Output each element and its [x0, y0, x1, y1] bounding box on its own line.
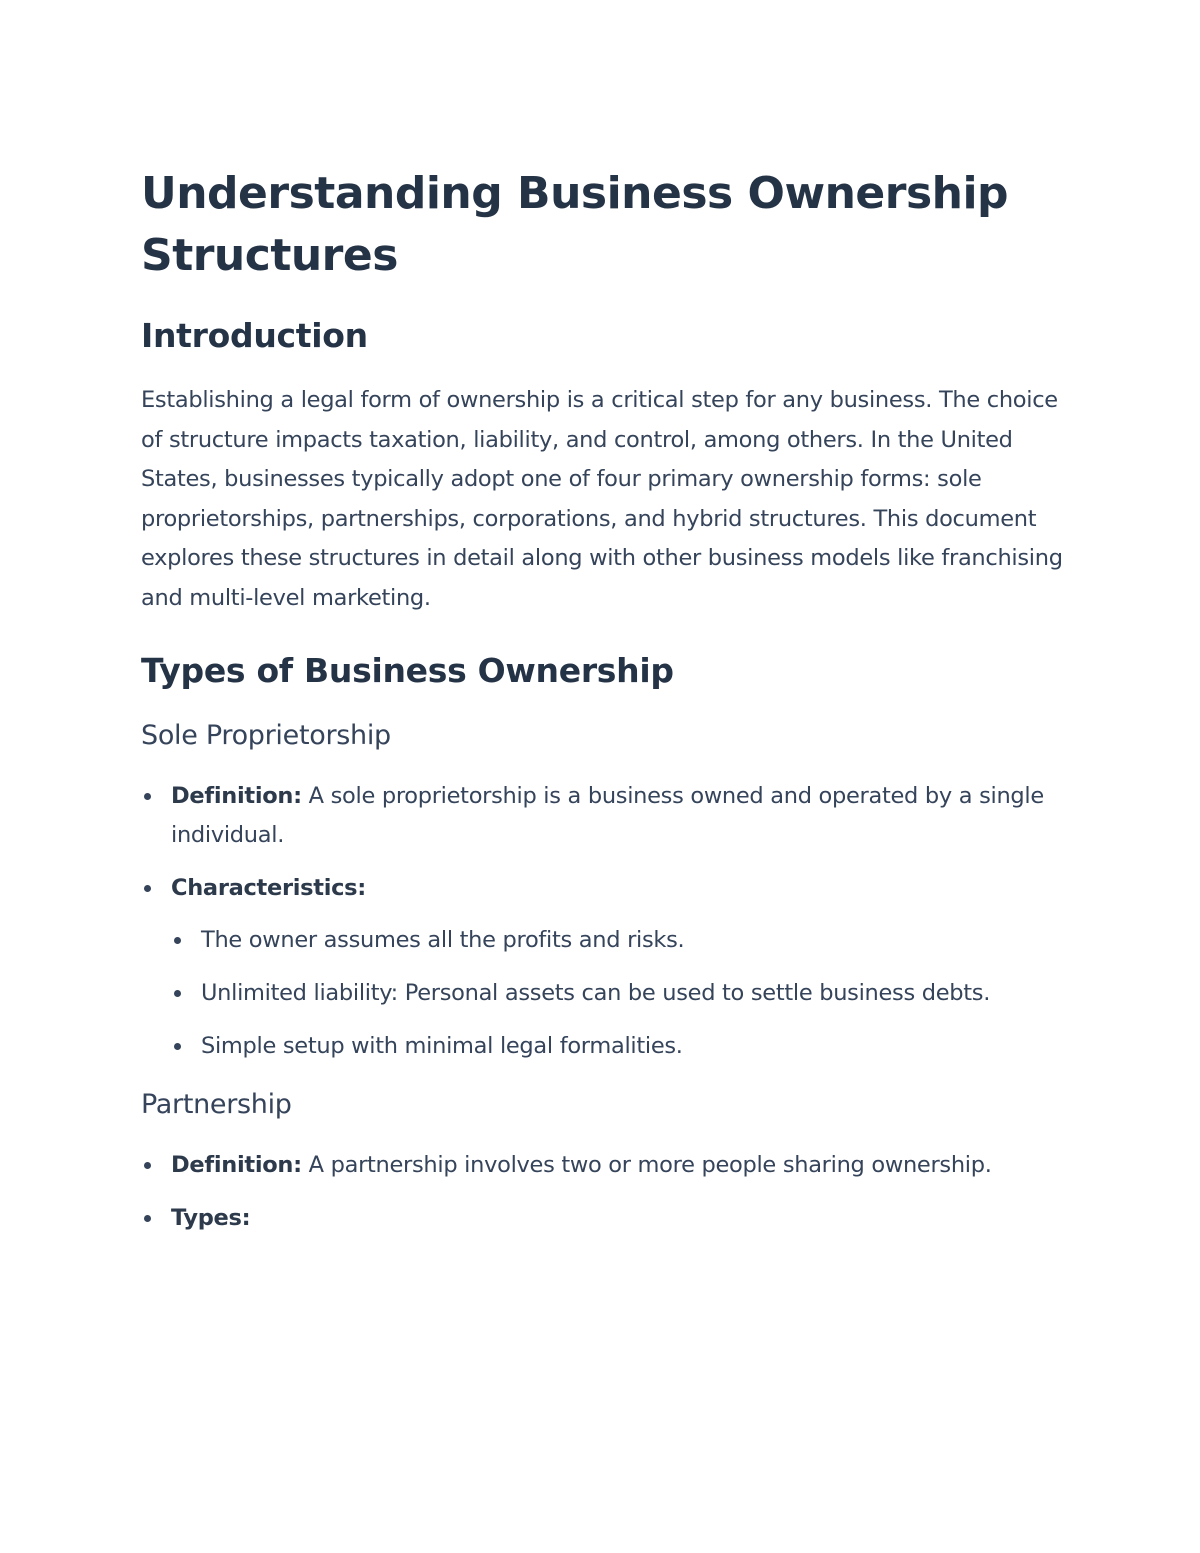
sole-proprietorship-list	[141, 777, 1071, 1067]
definition-label: Definition:	[171, 1152, 302, 1179]
types-heading: Types of Business Ownership	[141, 650, 674, 690]
definition-label: Definition:	[171, 782, 302, 809]
partnership-list	[141, 1146, 1071, 1238]
list-item-characteristics	[141, 869, 1071, 1066]
types-label: Types:	[171, 1204, 251, 1231]
introduction-paragraph: Establishing a legal form of ownership is a critical step for any business. The choice of structure impacts taxation, liability, and control, among others. In the United States, businesses typically adopt one of four primary ownership forms: sole proprietorships, partnerships, corporations, and hybrid structures. This document explores these structures in detail along with other business models like franchising and multi-level marketing.	[141, 387, 1063, 611]
document-title: Understanding Business Ownership Structures	[141, 168, 1009, 281]
definition-text: A sole proprietorship is a business owned and operated by a single individual.	[171, 782, 1044, 849]
introduction-heading: Introduction	[141, 316, 368, 355]
document-page	[141, 163, 1071, 1238]
list-item: Simple setup with minimal legal formalities.	[171, 1027, 1071, 1067]
list-item: The owner assumes all the profits and risks.	[171, 921, 1071, 961]
partnership-heading: Partnership	[141, 1089, 292, 1121]
characteristics-list	[171, 921, 1071, 1066]
characteristics-label: Characteristics:	[171, 874, 366, 901]
list-item-definition	[141, 777, 1071, 856]
list-item: Unlimited liability: Personal assets can be used to settle business debts.	[171, 974, 1071, 1014]
list-item-definition	[141, 1146, 1071, 1186]
definition-text: A partnership involves two or more people sharing ownership.	[301, 1152, 992, 1179]
list-item-types	[141, 1199, 1071, 1239]
sole-proprietorship-heading: Sole Proprietorship	[141, 719, 391, 751]
